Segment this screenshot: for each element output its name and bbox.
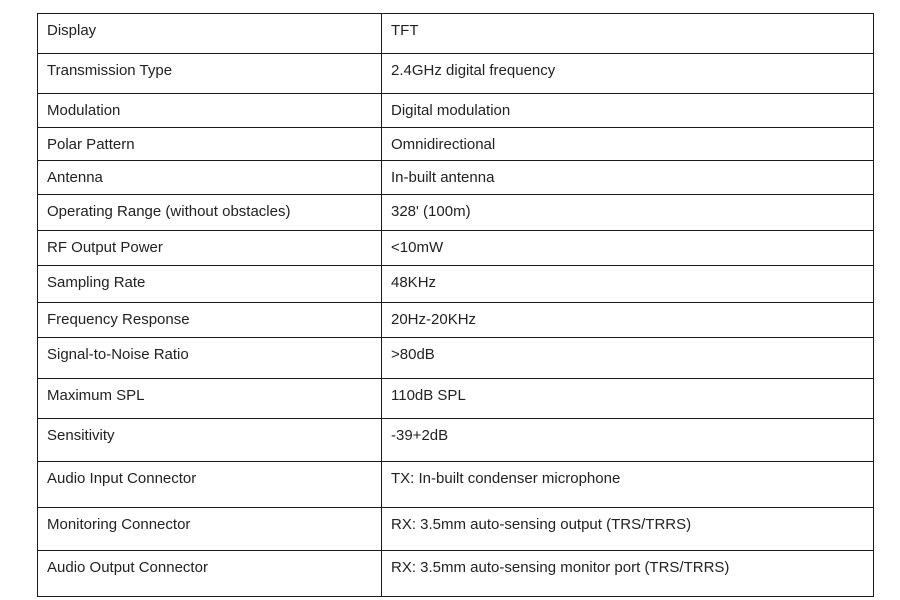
spec-label: Modulation: [47, 102, 121, 119]
spec-label: Frequency Response: [47, 311, 190, 328]
spec-label: Monitoring Connector: [47, 516, 191, 533]
spec-value-cell: [382, 54, 874, 94]
spec-label-cell: [38, 303, 382, 338]
spec-value-cell: [382, 551, 874, 597]
table-row: [38, 303, 874, 338]
spec-label-cell: [38, 195, 382, 231]
spec-label-cell: [38, 338, 382, 379]
spec-label-cell: [38, 128, 382, 161]
spec-label-cell: [38, 419, 382, 462]
table-row: [38, 508, 874, 551]
table-row: [38, 379, 874, 419]
spec-value-cell: [382, 419, 874, 462]
table-row: [38, 551, 874, 597]
table-row: [38, 54, 874, 94]
spec-table: [37, 13, 874, 597]
spec-value: >80dB: [391, 346, 435, 363]
table-row: [38, 94, 874, 128]
table-row: [38, 462, 874, 508]
spec-label: Sampling Rate: [47, 274, 146, 291]
spec-value-cell: [382, 303, 874, 338]
spec-value-cell: [382, 266, 874, 303]
table-row: [38, 14, 874, 54]
spec-value: In-built antenna: [391, 169, 495, 186]
spec-label-cell: [38, 54, 382, 94]
spec-value-cell: [382, 338, 874, 379]
spec-value-cell: [382, 462, 874, 508]
spec-value: TFT: [391, 22, 419, 39]
spec-label: Operating Range (without obstacles): [47, 203, 291, 220]
table-row: [38, 195, 874, 231]
spec-value: <10mW: [391, 239, 444, 256]
spec-value: 20Hz-20KHz: [391, 311, 477, 328]
spec-label: Transmission Type: [47, 62, 173, 79]
spec-value: 328' (100m): [391, 203, 471, 220]
spec-label-cell: [38, 266, 382, 303]
spec-value-cell: [382, 94, 874, 128]
spec-label: Maximum SPL: [47, 387, 145, 404]
spec-label-cell: [38, 161, 382, 195]
spec-value: RX: 3.5mm auto-sensing monitor port (TRS/TRRS): [391, 559, 730, 576]
table-row: [38, 128, 874, 161]
spec-value: -39+2dB: [391, 427, 449, 444]
spec-label: Antenna: [47, 169, 103, 186]
spec-label: Display: [47, 22, 97, 39]
spec-value: TX: In-built condenser microphone: [391, 470, 621, 487]
spec-label-cell: [38, 508, 382, 551]
spec-value: 48KHz: [391, 274, 437, 291]
spec-table-body: [38, 14, 874, 597]
spec-label: Signal-to-Noise Ratio: [47, 346, 189, 363]
spec-value-cell: [382, 508, 874, 551]
spec-value: RX: 3.5mm auto-sensing output (TRS/TRRS): [391, 516, 692, 533]
table-row: [38, 161, 874, 195]
spec-value: 2.4GHz digital frequency: [391, 62, 556, 79]
spec-value-cell: [382, 161, 874, 195]
spec-label-cell: [38, 551, 382, 597]
spec-label: Polar Pattern: [47, 136, 135, 153]
spec-value: Digital modulation: [391, 102, 511, 119]
spec-value-cell: [382, 128, 874, 161]
table-row: [38, 419, 874, 462]
spec-label-cell: [38, 462, 382, 508]
spec-label-cell: [38, 94, 382, 128]
spec-label: RF Output Power: [47, 239, 163, 256]
table-row: [38, 231, 874, 266]
spec-label-cell: [38, 231, 382, 266]
spec-value-cell: [382, 195, 874, 231]
spec-value-cell: [382, 14, 874, 54]
spec-label-cell: [38, 379, 382, 419]
spec-value: 110dB SPL: [391, 387, 466, 404]
spec-value-cell: [382, 379, 874, 419]
table-row: [38, 338, 874, 379]
spec-label-cell: [38, 14, 382, 54]
spec-label: Audio Output Connector: [47, 559, 208, 576]
table-row: [38, 266, 874, 303]
spec-label: Audio Input Connector: [47, 470, 197, 487]
spec-value: Omnidirectional: [391, 136, 496, 153]
spec-label: Sensitivity: [47, 427, 115, 444]
spec-value-cell: [382, 231, 874, 266]
